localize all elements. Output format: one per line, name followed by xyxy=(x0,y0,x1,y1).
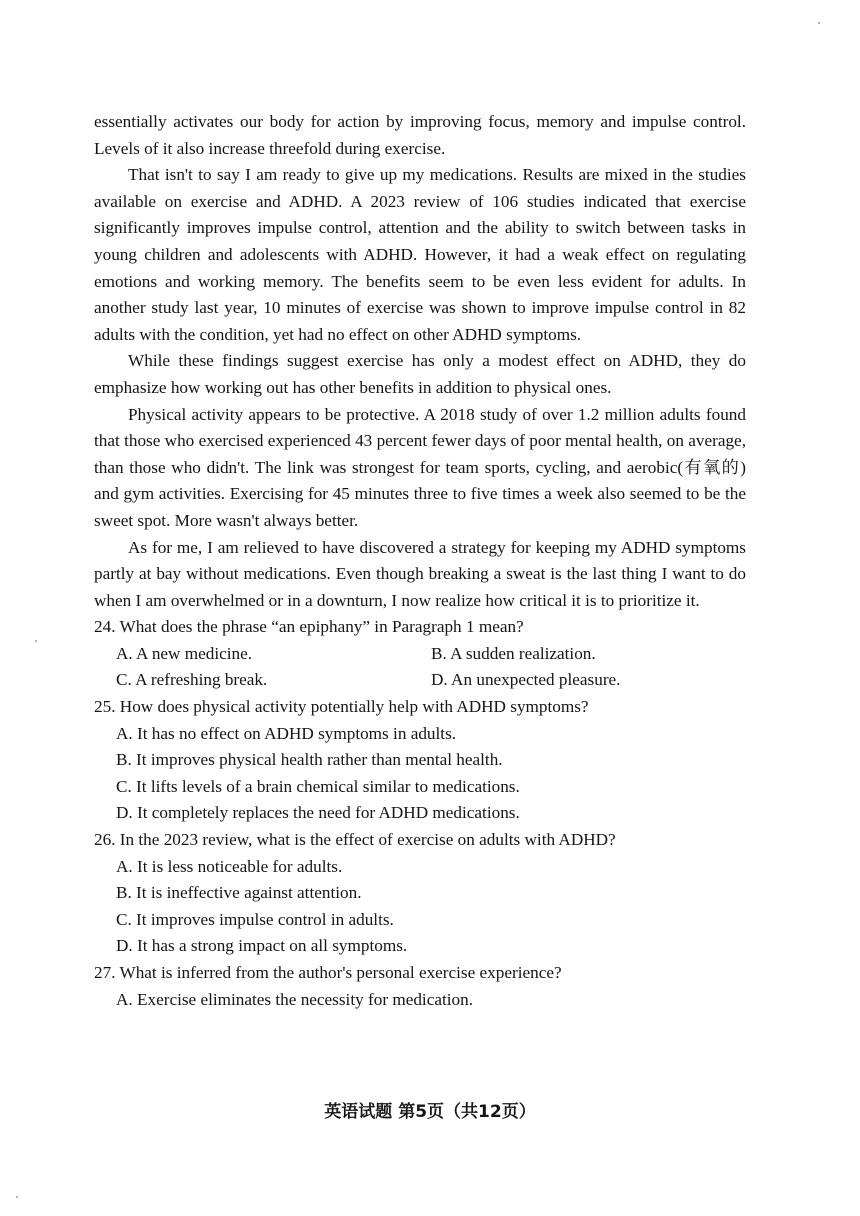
question-27 xyxy=(94,960,746,1013)
option-c: C. It improves impulse control in adults. xyxy=(116,909,394,929)
scan-speck xyxy=(818,22,820,24)
option-b: B. It is ineffective against attention. xyxy=(116,883,362,903)
option-d: D. An unexpected pleasure. xyxy=(431,670,621,690)
option-c: C. A refreshing break. xyxy=(116,670,268,690)
question-stem: 25. How does physical activity potentially help with ADHD symptoms? xyxy=(94,697,589,717)
question-stem: 24. What does the phrase “an epiphany” in Paragraph 1 mean? xyxy=(94,617,524,637)
question-24 xyxy=(94,614,746,694)
option-a: A. Exercise eliminates the necessity for medication. xyxy=(116,989,473,1009)
question-25 xyxy=(94,694,746,827)
option-d: D. It has a strong impact on all symptoms. xyxy=(116,936,408,956)
option-a: A. It is less noticeable for adults. xyxy=(116,856,343,876)
scan-speck xyxy=(35,640,37,642)
option-c: C. It lifts levels of a brain chemical similar to medications. xyxy=(116,776,520,796)
option-b: B. It improves physical health rather than mental health. xyxy=(116,750,503,770)
paragraph-5: As for me, I am relieved to have discovered a strategy for keeping my ADHD symptoms partly at bay without medications. Even though breaking a sweat is the last thing I want to do when I am overwhelmed or in a downturn, I now realize how critical it is to prioritize it. xyxy=(94,537,746,610)
paragraph-3: While these findings suggest exercise has only a modest effect on ADHD, they do emphasize how working out has other benefits in addition to physical ones. xyxy=(94,351,746,397)
reading-passage xyxy=(94,109,746,1013)
paragraph-1: essentially activates our body for action by improving focus, memory and impulse control. Levels of it also increase threefold during exercise. xyxy=(94,112,746,158)
question-stem: 26. In the 2023 review, what is the effect of exercise on adults with ADHD? xyxy=(94,830,616,850)
options-row xyxy=(94,667,746,694)
paragraph-2: That isn't to say I am ready to give up my medications. Results are mixed in the studies available on exercise and ADHD. A 2023 review of 106 studies indicated that exercise significantly improves impulse control, attention and the ability to switch between tasks in young children and adolescents with ADHD. However, it had a weak effect on regulating emotions and working memory. The benefits seem to be even less evident for adults. In another study last year, 10 minutes of exercise was shown to improve impulse control in 82 adults with the condition, yet had no effect on other ADHD symptoms. xyxy=(94,165,746,344)
option-a: A. It has no effect on ADHD symptoms in adults. xyxy=(116,723,457,743)
question-26 xyxy=(94,827,746,960)
paragraph-4: Physical activity appears to be protective. A 2018 study of over 1.2 million adults found that those who exercised experienced 43 percent fewer days of poor mental health, on average, than those who didn't. The link was strongest for team sports, cycling, and aerobic(有氧的) and gym activities. Exercising for 45 minutes three to five times a week also seemed to be the sweet spot. More wasn't always better. xyxy=(94,404,746,530)
options-row xyxy=(94,641,746,668)
option-b: B. A sudden realization. xyxy=(431,643,596,663)
page-footer: 英语试题 第5页（共12页） xyxy=(324,1102,536,1122)
option-d: D. It completely replaces the need for ADHD medications. xyxy=(116,803,520,823)
scan-speck xyxy=(16,1196,18,1198)
question-stem: 27. What is inferred from the author's personal exercise experience? xyxy=(94,963,562,982)
option-a: A. A new medicine. xyxy=(116,643,253,663)
